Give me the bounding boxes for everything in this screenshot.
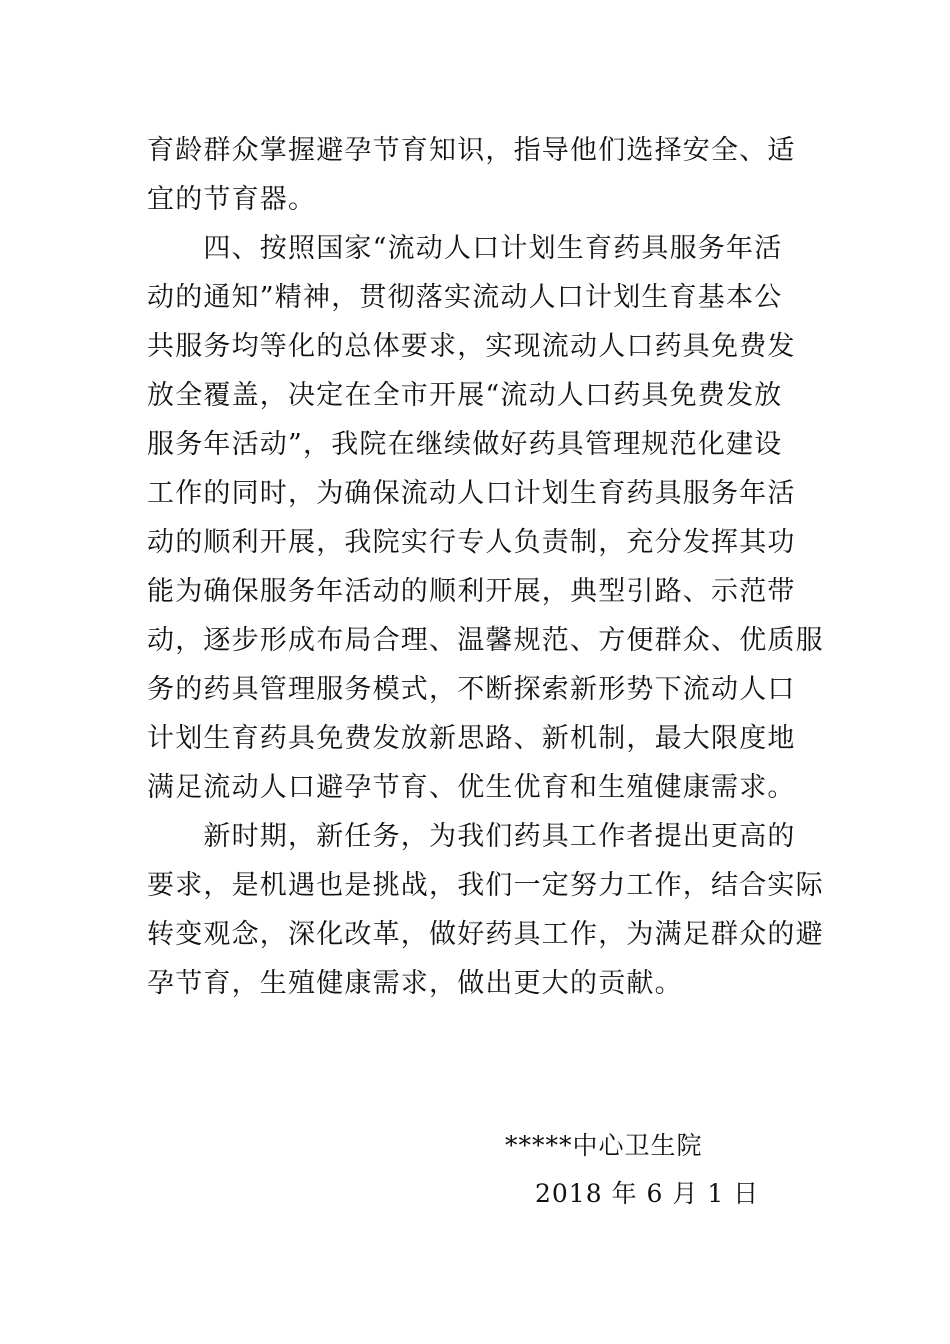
body-line: 孕节育，生殖健康需求，做出更大的贡献。 [147,968,683,999]
body-line: 新时期，新任务，为我们药具工作者提出更高的 [147,821,796,852]
body-line: 四、按照国家“流动人口计划生育药具服务年活 [147,233,783,264]
body-line: 动的顺利开展，我院实行专人负责制，充分发挥其功 [147,527,796,558]
body-line: 共服务均等化的总体要求，实现流动人口药具免费发 [147,331,796,362]
body-line: 宜的节育器。 [147,184,317,215]
body-line: 育龄群众掌握避孕节育知识，指导他们选择安全、适 [147,135,796,166]
body-line: 工作的同时，为确保流动人口计划生育药具服务年活 [147,478,796,509]
body-line: 计划生育药具免费发放新思路、新机制，最大限度地 [147,723,796,754]
signature-organization: *****中心卫生院 [505,1131,703,1160]
signature-date: 2018 年 6 月 1 日 [535,1179,760,1208]
body-line: 能为确保服务年活动的顺利开展，典型引路、示范带 [147,576,796,607]
body-line: 满足流动人口避孕节育、优生优育和生殖健康需求。 [147,772,796,803]
body-line: 服务年活动”，我院在继续做好药具管理规范化建设 [147,429,783,460]
body-line: 务的药具管理服务模式，不断探索新形势下流动人口 [147,674,796,705]
document-body [147,126,824,1008]
body-line: 动的通知”精神，贯彻落实流动人口计划生育基本公 [147,282,783,313]
body-line: 放全覆盖，决定在全市开展“流动人口药具免费发放 [147,380,783,411]
body-line: 动，逐步形成布局合理、温馨规范、方便群众、优质服 [147,625,824,656]
body-line: 转变观念，深化改革，做好药具工作，为满足群众的避 [147,919,824,950]
body-line: 要求，是机遇也是挑战，我们一定努力工作，结合实际 [147,870,824,901]
signature-block [500,1122,760,1218]
